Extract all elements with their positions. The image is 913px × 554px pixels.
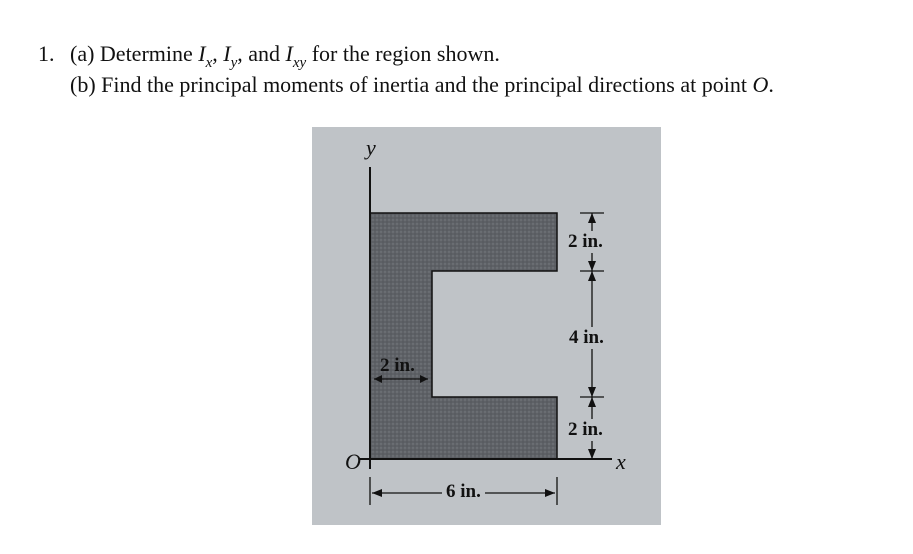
figure-photo [312, 127, 661, 525]
problem-number: 1. [38, 41, 55, 66]
part-b [70, 72, 774, 98]
ix-subscript: x [205, 55, 213, 71]
arrow-bot-2 [588, 449, 596, 459]
iy-symbol: I [223, 41, 231, 66]
dim-top-flange: 2 in. [568, 231, 603, 252]
part-a-sep1: , [212, 41, 224, 66]
part-a [70, 41, 500, 71]
dim-width: 6 in. [442, 481, 485, 503]
dim-gap: 4 in. [569, 327, 604, 348]
dim-web: 2 in. [380, 355, 415, 376]
part-a-sep2: , and [237, 41, 286, 66]
iy-subscript: y [230, 55, 238, 71]
part-a-suffix: for the region shown. [306, 41, 500, 66]
ixy-subscript: xy [292, 55, 307, 71]
arrow-top-2 [588, 261, 596, 271]
ix-symbol: I [198, 41, 206, 66]
point-o: O [752, 72, 769, 97]
dim-bottom-flange: 2 in. [568, 419, 603, 440]
arrow-bot-1 [588, 397, 596, 407]
origin-label: O [345, 449, 361, 474]
part-a-prefix: (a) Determine [70, 41, 199, 66]
c-shape-region [370, 213, 557, 459]
arrow-top-1 [588, 213, 596, 223]
problem-statement [0, 0, 913, 120]
part-b-prefix: (b) Find the principal moments of inertia and the principal directions at point [70, 72, 753, 97]
arrow-mid-1 [588, 271, 596, 281]
arrow-mid-2 [588, 387, 596, 397]
c-section-diagram [312, 127, 661, 525]
ixy-symbol: I [285, 41, 293, 66]
y-axis-label: y [366, 135, 376, 160]
x-axis-label: x [616, 449, 626, 474]
part-b-suffix: . [768, 72, 774, 97]
